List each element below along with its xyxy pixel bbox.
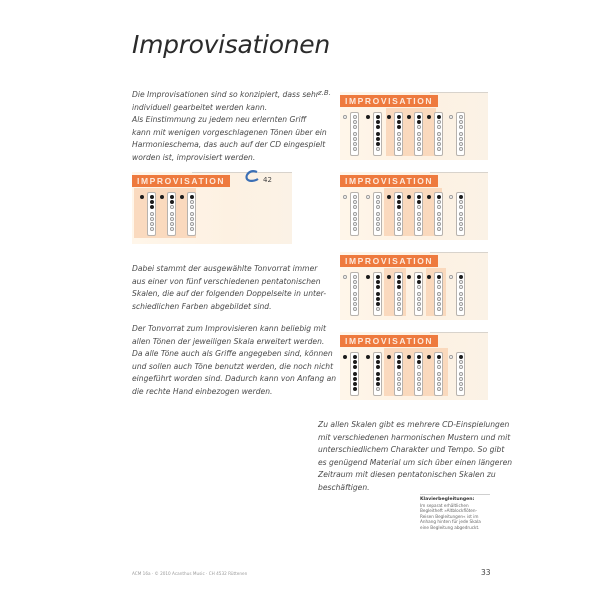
finger-hole-icon [459,120,463,124]
fingering-diagram [394,352,403,396]
finger-hole-icon [170,227,174,231]
finger-hole-icon [170,195,174,199]
finger-hole-icon [397,302,401,306]
finger-hole-icon [459,372,463,376]
finger-hole-icon [417,307,421,311]
finger-hole-icon [353,307,357,311]
finger-hole-icon [397,132,401,136]
finger-hole-icon [459,222,463,226]
thumb-hole-icon [449,195,453,199]
thumb-hole-icon [407,275,411,279]
cd-track-number: 42 [263,176,272,184]
thumb-hole-icon [387,195,391,199]
thumb-hole-icon [366,275,370,279]
finger-hole-icon [376,285,380,289]
finger-hole-icon [376,212,380,216]
thumb-hole-icon [449,275,453,279]
finger-hole-icon [417,297,421,301]
finger-hole-icon [376,365,380,369]
finger-hole-icon [459,280,463,284]
finger-hole-icon [437,125,441,129]
finger-hole-icon [417,195,421,199]
finger-hole-icon [437,200,441,204]
finger-hole-icon [437,365,441,369]
finger-hole-icon [459,377,463,381]
fingering-diagram [414,112,423,156]
finger-hole-icon [417,227,421,231]
fingering-diagram [373,192,382,236]
finger-hole-icon [437,382,441,386]
finger-hole-icon [397,125,401,129]
finger-hole-icon [397,280,401,284]
finger-hole-icon [376,382,380,386]
finger-hole-icon [397,292,401,296]
text-line: Zu allen Skalen gibt es mehrere CD-Einspielungen [318,420,510,429]
text-line: schiedlichen Farben abgebildet sind. [132,301,272,311]
finger-hole-icon [437,132,441,136]
thumb-hole-icon [407,195,411,199]
finger-hole-icon [353,360,357,364]
finger-hole-icon [459,365,463,369]
intro-paragraph [132,89,327,164]
fingering-diagram [434,272,443,316]
finger-hole-icon [459,387,463,391]
text-line: Harmonieschema, das auch auf der CD eingespielt [132,140,326,149]
text-line: eingeführt worden sind. Dadurch kann von Anfang an [132,374,337,383]
thumb-hole-icon [407,115,411,119]
finger-hole-icon [376,120,380,124]
fingering-diagram [394,272,403,316]
finger-hole-icon [353,292,357,296]
finger-hole-icon [397,195,401,199]
thumb-hole-icon [343,275,347,279]
finger-hole-icon [417,217,421,221]
finger-hole-icon [437,142,441,146]
finger-hole-icon [437,387,441,391]
finger-hole-icon [437,222,441,226]
finger-hole-icon [376,377,380,381]
fingering-diagram [456,112,465,156]
finger-hole-icon [376,302,380,306]
finger-hole-icon [397,205,401,209]
finger-hole-icon [353,355,357,359]
thumb-hole-icon [343,195,347,199]
fingering-diagram [434,112,443,156]
finger-hole-icon [459,205,463,209]
finger-hole-icon [397,382,401,386]
divider [430,332,488,333]
divider [430,252,488,253]
finger-hole-icon [376,147,380,151]
text-line: Als Einstimmung zu jedem neu erlernten Griff [132,115,307,124]
finger-hole-icon [397,275,401,279]
fingering-diagram [434,192,443,236]
thumb-hole-icon [140,195,144,199]
thumb-hole-icon [180,195,184,199]
finger-hole-icon [417,132,421,136]
text-line: individuell gearbeitet werden kann. [132,102,268,112]
divider [192,172,292,173]
finger-hole-icon [459,132,463,136]
finger-hole-icon [437,205,441,209]
thumb-hole-icon [427,195,431,199]
finger-hole-icon [437,302,441,306]
finger-hole-icon [376,355,380,359]
finger-hole-icon [417,222,421,226]
finger-hole-icon [353,147,357,151]
finger-hole-icon [353,372,357,376]
finger-hole-icon [437,292,441,296]
finger-hole-icon [190,212,194,216]
fingering-diagram [187,192,196,236]
finger-hole-icon [459,360,463,364]
finger-hole-icon [417,387,421,391]
finger-hole-icon [150,227,154,231]
text-line: beschäftigen. [318,482,370,492]
finger-hole-icon [459,382,463,386]
finger-hole-icon [190,200,194,204]
finger-hole-icon [150,200,154,204]
finger-hole-icon [417,212,421,216]
finger-hole-icon [459,142,463,146]
text-line: Skalen, die auf der folgenden Doppelseite in unter- [132,289,327,298]
finger-hole-icon [437,212,441,216]
finger-hole-icon [150,222,154,226]
fingering-diagram [350,192,359,236]
fingering-diagram [434,352,443,396]
fingering-diagram [414,352,423,396]
text-line: unterschiedlichem Charakter und Tempo. So gibt [318,445,505,454]
fingering-diagram [350,272,359,316]
finger-hole-icon [376,115,380,119]
text-line: es genügend Material um sich über einen längeren [318,457,513,467]
finger-hole-icon [353,377,357,381]
finger-hole-icon [417,115,421,119]
finger-hole-icon [397,222,401,226]
fingering-diagram [373,352,382,396]
text-line: Der Tonvorrat zum Improvisieren kann beliebig mit [132,324,326,333]
finger-hole-icon [353,195,357,199]
finger-hole-icon [459,285,463,289]
text-line: aus einer von fünf verschiedenen pentatonischen [132,276,321,286]
finger-hole-icon [437,355,441,359]
improvisation-label: IMPROVISATION [132,175,230,187]
finger-hole-icon [417,372,421,376]
finger-hole-icon [417,292,421,296]
finger-hole-icon [417,377,421,381]
finger-hole-icon [170,217,174,221]
finger-hole-icon [397,297,401,301]
finger-hole-icon [397,147,401,151]
finger-hole-icon [417,382,421,386]
finger-hole-icon [190,195,194,199]
fingering-diagram [394,112,403,156]
finger-hole-icon [376,275,380,279]
finger-hole-icon [376,200,380,204]
finger-hole-icon [353,125,357,129]
sidenote-heading: Klavierbegleitungen: [420,497,475,502]
finger-hole-icon [353,275,357,279]
fingering-diagram [373,272,382,316]
finger-hole-icon [459,292,463,296]
finger-hole-icon [397,115,401,119]
finger-hole-icon [417,365,421,369]
finger-hole-icon [170,212,174,216]
finger-hole-icon [437,227,441,231]
fingering-diagram [350,112,359,156]
cd-track-icon [244,170,260,182]
finger-hole-icon [376,205,380,209]
finger-hole-icon [397,120,401,124]
cd-paragraph [318,419,512,494]
text-line: die rechte Hand einbezogen werden. [132,386,273,396]
finger-hole-icon [417,285,421,289]
finger-hole-icon [437,360,441,364]
finger-hole-icon [437,275,441,279]
finger-hole-icon [417,142,421,146]
finger-hole-icon [353,365,357,369]
improvisation-label: IMPROVISATION [340,175,438,187]
finger-hole-icon [376,217,380,221]
fingering-diagram [147,192,156,236]
thumb-hole-icon [343,115,347,119]
finger-hole-icon [417,120,421,124]
sidenote-text: Im separat erhältlichen Begleitheft »Altblockflöten-Reisen Begleitungen« ist im Anhang hinten für jede Skala eine Begleitung abgedruckt. [420,502,481,530]
finger-hole-icon [437,372,441,376]
finger-hole-icon [170,205,174,209]
thumb-hole-icon [343,355,347,359]
finger-hole-icon [417,275,421,279]
finger-hole-icon [150,217,154,221]
finger-hole-icon [459,307,463,311]
finger-hole-icon [459,275,463,279]
fingering-diagram [350,352,359,396]
finger-hole-icon [397,365,401,369]
finger-hole-icon [353,200,357,204]
thumb-hole-icon [366,195,370,199]
text-line: und sollen auch Töne benutzt werden, die noch nicht [132,361,334,371]
finger-hole-icon [353,387,357,391]
fingering-diagram [414,272,423,316]
thumb-hole-icon [449,115,453,119]
thumb-hole-icon [387,355,391,359]
finger-hole-icon [459,302,463,306]
finger-hole-icon [397,377,401,381]
finger-hole-icon [190,222,194,226]
finger-hole-icon [353,382,357,386]
finger-hole-icon [437,147,441,151]
thumb-hole-icon [387,275,391,279]
finger-hole-icon [190,217,194,221]
divider [420,494,490,495]
finger-hole-icon [376,195,380,199]
improvisation-label: IMPROVISATION [340,335,438,347]
finger-hole-icon [150,195,154,199]
finger-hole-icon [353,297,357,301]
finger-hole-icon [437,280,441,284]
text-line: kann mit wenigen vorgeschlagenen Tönen über ein [132,127,327,137]
finger-hole-icon [459,355,463,359]
page-number: 33 [481,568,491,577]
finger-hole-icon [190,205,194,209]
sidenote [420,494,490,531]
text-line: Zeitraum mit diesen pentatonischen Skalen zu [318,470,496,479]
finger-hole-icon [459,147,463,151]
finger-hole-icon [459,137,463,141]
finger-hole-icon [397,285,401,289]
finger-hole-icon [397,142,401,146]
finger-hole-icon [353,217,357,221]
finger-hole-icon [459,212,463,216]
fingering-diagram [456,192,465,236]
tone-paragraph [132,323,336,398]
finger-hole-icon [397,227,401,231]
finger-hole-icon [397,372,401,376]
fingering-diagram [373,112,382,156]
finger-hole-icon [353,285,357,289]
finger-hole-icon [459,125,463,129]
thumb-hole-icon [427,275,431,279]
finger-hole-icon [376,137,380,141]
finger-hole-icon [353,212,357,216]
text-line: Dabei stammt der ausgewählte Tonvorrat immer [132,264,318,273]
finger-hole-icon [459,200,463,204]
page-title: Improvisationen [132,30,330,59]
text-line: Da alle Töne auch als Griffe angegeben sind, können [132,349,333,358]
finger-hole-icon [376,227,380,231]
finger-hole-icon [459,195,463,199]
finger-hole-icon [437,115,441,119]
finger-hole-icon [376,360,380,364]
finger-hole-icon [353,137,357,141]
fingering-diagram [394,192,403,236]
finger-hole-icon [376,142,380,146]
finger-hole-icon [376,125,380,129]
fingering-diagram [456,272,465,316]
thumb-hole-icon [387,115,391,119]
finger-hole-icon [459,115,463,119]
text-line: allen Tönen der jeweiligen Skala erweitert werden. [132,336,325,346]
finger-hole-icon [150,212,154,216]
finger-hole-icon [170,222,174,226]
finger-hole-icon [376,292,380,296]
thumb-hole-icon [427,355,431,359]
finger-hole-icon [417,360,421,364]
finger-hole-icon [397,307,401,311]
finger-hole-icon [437,285,441,289]
finger-hole-icon [353,115,357,119]
thumb-hole-icon [427,115,431,119]
finger-hole-icon [376,372,380,376]
finger-hole-icon [353,132,357,136]
finger-hole-icon [417,280,421,284]
finger-hole-icon [353,302,357,306]
finger-hole-icon [376,297,380,301]
finger-hole-icon [397,212,401,216]
thumb-hole-icon [407,355,411,359]
thumb-hole-icon [160,195,164,199]
finger-hole-icon [437,377,441,381]
fingering-diagram [167,192,176,236]
finger-hole-icon [190,227,194,231]
finger-hole-icon [417,147,421,151]
finger-hole-icon [353,120,357,124]
finger-hole-icon [417,125,421,129]
finger-hole-icon [417,137,421,141]
improvisation-label: IMPROVISATION [340,255,438,267]
finger-hole-icon [150,205,154,209]
fingering-diagram [456,352,465,396]
finger-hole-icon [417,200,421,204]
finger-hole-icon [376,387,380,391]
finger-hole-icon [417,302,421,306]
text-line: worden ist, improvisiert werden. [132,152,256,162]
thumb-hole-icon [366,355,370,359]
divider [430,92,488,93]
finger-hole-icon [376,132,380,136]
finger-hole-icon [397,217,401,221]
divider [430,172,488,173]
finger-hole-icon [397,355,401,359]
finger-hole-icon [417,205,421,209]
finger-hole-icon [376,307,380,311]
finger-hole-icon [170,200,174,204]
text-line: Die Improvisationen sind so konzipiert, dass sehr [132,90,319,99]
finger-hole-icon [459,227,463,231]
text-line: mit verschiedenen harmonischen Mustern und mit [318,432,511,442]
improvisation-label: IMPROVISATION [340,95,438,107]
finger-hole-icon [437,307,441,311]
finger-hole-icon [437,137,441,141]
thumb-hole-icon [366,115,370,119]
footer-copyright: ACM 16a · © 2010 Acanthus Music · CH 4532 Rüttenen [132,571,248,576]
finger-hole-icon [353,222,357,226]
finger-hole-icon [459,297,463,301]
finger-hole-icon [437,217,441,221]
finger-hole-icon [437,120,441,124]
finger-hole-icon [353,142,357,146]
finger-hole-icon [376,280,380,284]
finger-hole-icon [397,360,401,364]
finger-hole-icon [397,200,401,204]
finger-hole-icon [437,195,441,199]
finger-hole-icon [353,280,357,284]
finger-hole-icon [437,297,441,301]
finger-hole-icon [459,217,463,221]
finger-hole-icon [376,222,380,226]
finger-hole-icon [417,355,421,359]
finger-hole-icon [397,137,401,141]
scale-paragraph [132,263,326,313]
thumb-hole-icon [449,355,453,359]
finger-hole-icon [353,205,357,209]
finger-hole-icon [397,387,401,391]
finger-hole-icon [353,227,357,231]
fingering-diagram [414,192,423,236]
example-label: z.B. [318,89,331,97]
